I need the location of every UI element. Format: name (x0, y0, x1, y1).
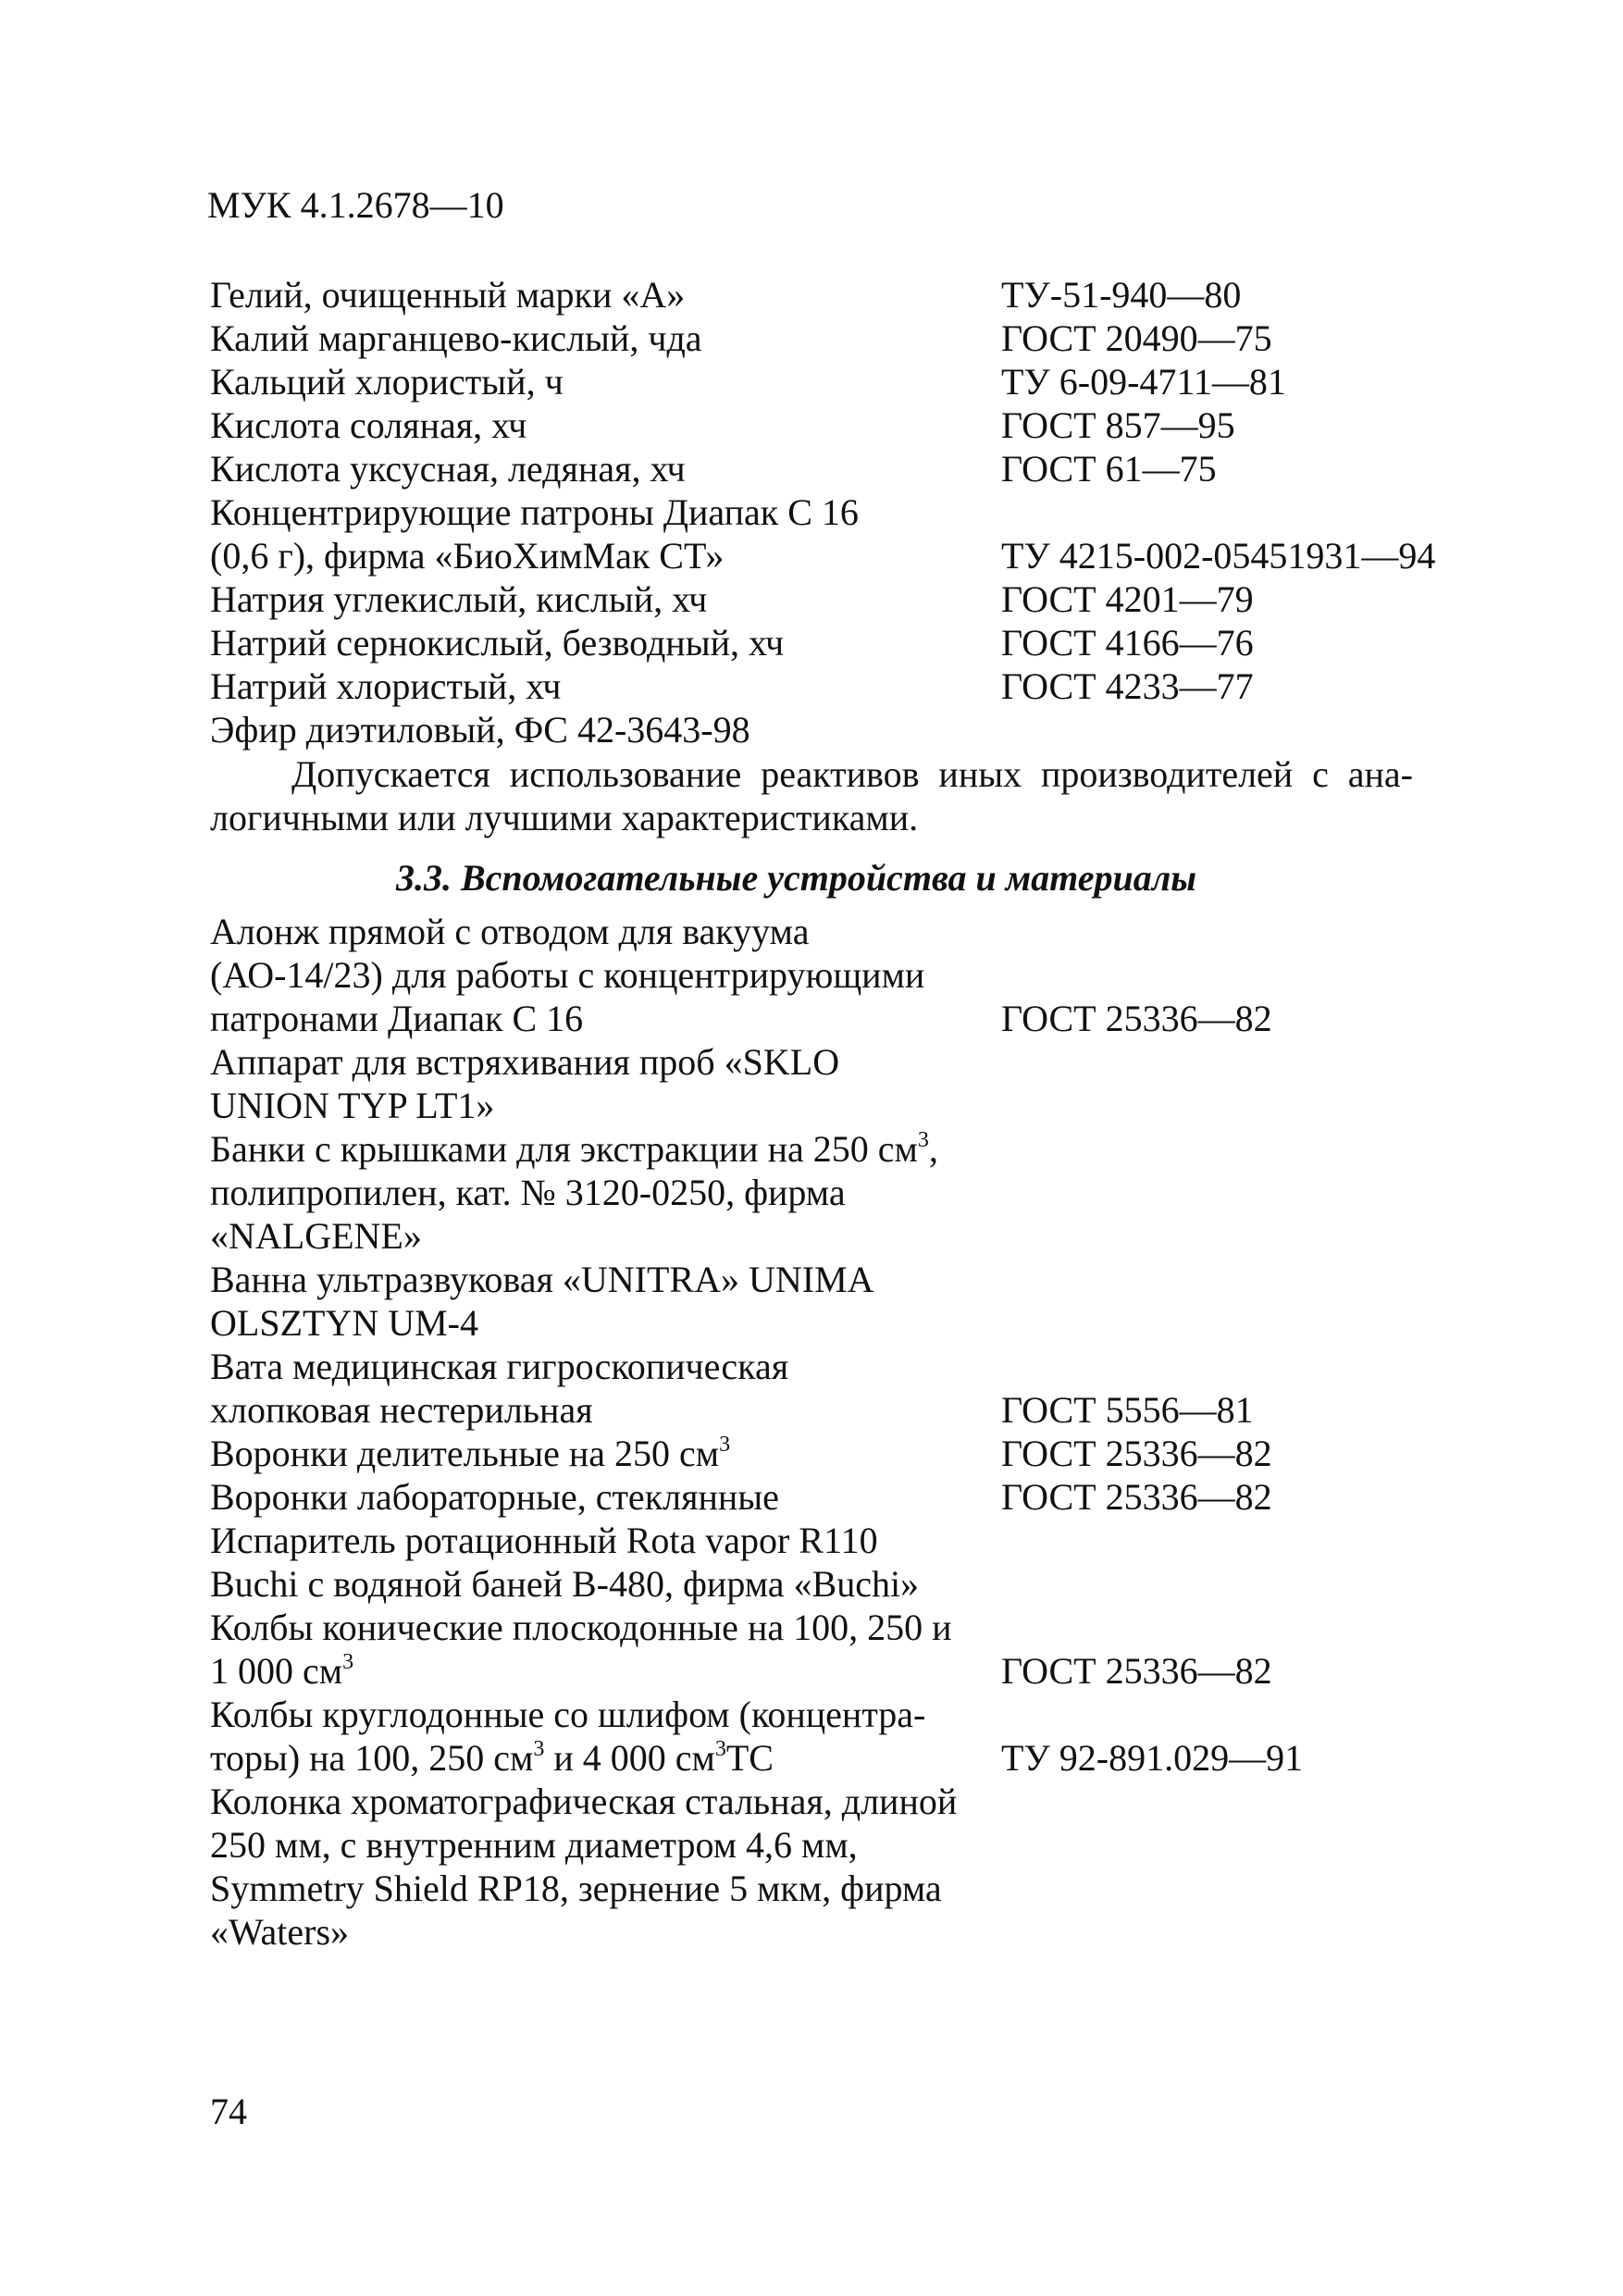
material-standard: ГОСТ 25336—82 (1001, 998, 1272, 1039)
material-name: Испаритель ротационный Rota vapor R110 (210, 1520, 878, 1561)
superscript: 3 (714, 1736, 726, 1761)
reagent-standard: ГОСТ 4201—79 (1001, 578, 1254, 620)
document-code-header: МУК 4.1.2678—10 (207, 184, 504, 226)
reagent-standard: ГОСТ 61—75 (1001, 448, 1217, 490)
superscript: 3 (917, 1127, 929, 1152)
page-number: 74 (210, 2091, 247, 2132)
material-name-tail: и 4 000 см (544, 1737, 715, 1779)
note-line-1: Допускается использование реактивов иных производителей с ана- (291, 753, 1413, 795)
reagent-standard: ГОСТ 4166—76 (1001, 622, 1254, 664)
material-name: Колонка хроматографическая стальная, длиной (210, 1781, 958, 1822)
material-name: Воронки лабораторные, стеклянные (210, 1476, 779, 1518)
reagent-name: Концентрирующие патроны Диапак С 16 (210, 491, 859, 533)
material-name: Buchi с водяной баней В-480, фирма «Buchi» (210, 1563, 920, 1605)
material-name: торы) на 100, 250 см (210, 1737, 534, 1779)
reagent-name: Натрий хлористый, хч (210, 665, 562, 707)
material-name: 250 мм, с внутренним диаметром 4,6 мм, (210, 1824, 858, 1866)
material-name: хлопковая нестерильная (210, 1389, 593, 1431)
reagent-standard: ГОСТ 20490—75 (1001, 317, 1272, 359)
material-name: 1 000 см (210, 1650, 343, 1692)
material-standard: ГОСТ 5556—81 (1001, 1389, 1254, 1431)
reagent-name: Натрий сернокислый, безводный, хч (210, 622, 785, 664)
superscript: 3 (533, 1736, 545, 1761)
reagent-name: Кислота соляная, хч (210, 404, 527, 446)
material-name-with-unit (210, 1432, 730, 1475)
note-paragraph (210, 752, 1413, 839)
reagent-standard: ТУ 6-09-4711—81 (1001, 361, 1286, 403)
reagent-standard: ГОСТ 857—95 (1001, 404, 1235, 446)
reagent-name: Гелий, очищенный марки «А» (210, 274, 686, 316)
reagent-standard: ТУ 4215-002-05451931—94 (1001, 535, 1436, 577)
material-name: Колбы конические плоскодонные на 100, 250 и (210, 1607, 952, 1648)
material-name: Ванна ультразвуковая «UNITRA» UNIMA (210, 1259, 874, 1300)
material-name-tail: , (928, 1128, 938, 1170)
material-name: Symmetry Shield RP18, зернение 5 мкм, фирма (210, 1868, 942, 1909)
reagent-name: Натрия углекислый, кислый, хч (210, 578, 708, 620)
reagent-name: Кальций хлористый, ч (210, 361, 564, 403)
note-line-2: логичными или лучшими характеристиками. (210, 797, 919, 838)
material-name: полипропилен, кат. № 3120-0250, фирма (210, 1172, 846, 1213)
material-standard: ГОСТ 25336—82 (1001, 1650, 1272, 1692)
material-name: (АО-14/23) для работы с концентрирующими (210, 954, 925, 996)
reagent-standard: ГОСТ 4233—77 (1001, 665, 1254, 707)
material-name: Банки с крышками для экстракции на 250 см (210, 1128, 918, 1170)
material-name-with-unit (210, 1736, 774, 1780)
reagent-name: Кислота уксусная, ледяная, хч (210, 448, 686, 490)
reagent-standard: ТУ-51-940—80 (1001, 274, 1242, 316)
material-name: Аппарат для встряхивания проб «SKLO (210, 1041, 840, 1083)
material-name: Колбы круглодонные со шлифом (концентра- (210, 1694, 926, 1735)
section-heading: 3.3. Вспомогательные устройства и материалы (396, 857, 1197, 899)
material-name: «NALGENE» (210, 1215, 422, 1257)
material-name-with-unit (210, 1649, 353, 1693)
reagent-name: (0,6 г), фирма «БиоХимМак СТ» (210, 535, 725, 577)
reagent-name: Калий марганцево-кислый, чда (210, 317, 702, 359)
material-name-tail: ТС (725, 1737, 774, 1779)
material-name: OLSZTYN UM-4 (210, 1302, 478, 1344)
material-name: Алонж прямой с отводом для вакуума (210, 911, 810, 952)
material-standard: ТУ 92-891.029—91 (1001, 1737, 1304, 1779)
material-name: UNION TYP LT1» (210, 1085, 495, 1126)
material-name: «Waters» (210, 1911, 350, 1953)
material-name-with-unit (210, 1127, 938, 1171)
reagent-name: Эфир диэтиловый, ФС 42-3643-98 (210, 709, 750, 751)
superscript: 3 (719, 1432, 731, 1457)
material-standard: ГОСТ 25336—82 (1001, 1433, 1272, 1474)
material-name: патронами Диапак С 16 (210, 998, 584, 1039)
material-standard: ГОСТ 25336—82 (1001, 1476, 1272, 1518)
material-name: Воронки делительные на 250 см (210, 1433, 720, 1474)
material-name: Вата медицинская гигроскопическая (210, 1346, 789, 1387)
superscript: 3 (342, 1649, 354, 1674)
